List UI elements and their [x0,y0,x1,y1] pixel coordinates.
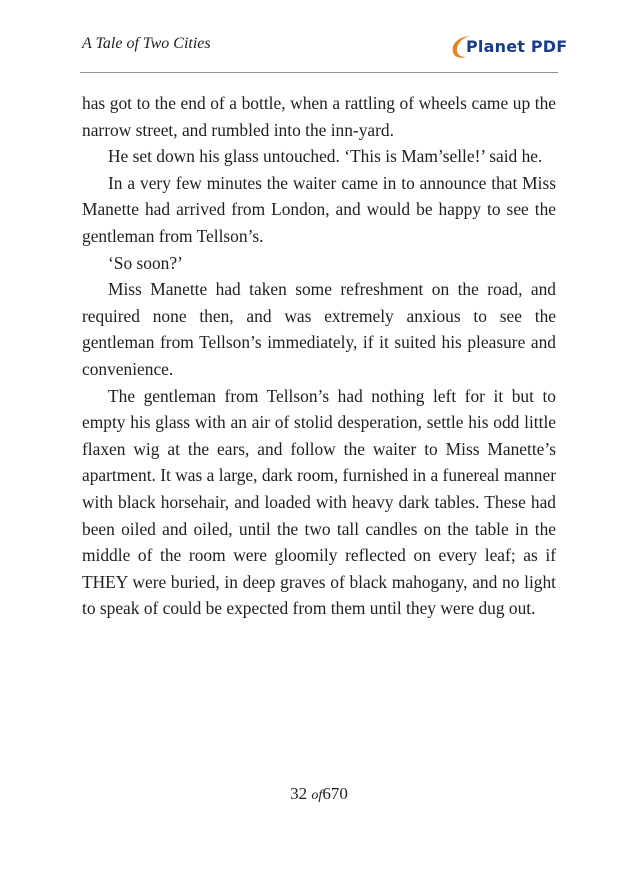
paragraph: has got to the end of a bottle, when a rattling of wheels came up the narrow street, and rumbled into the inn-yard. [82,93,556,140]
page-of-word: of [311,788,323,803]
total-pages: 670 [322,784,348,803]
page-header [82,30,568,66]
logo-wordmark: Planet PDF [466,37,568,56]
paragraph: He set down his glass untouched. ‘This is Mam’selle!’ said he. [108,146,543,167]
paragraph: Miss Manette had taken some refreshment on the road, and required none then, and was extremely anxious to see the gentleman from Tellson’s immediately, if it suited his pleasure and convenience. [82,279,556,379]
paragraph: The gentleman from Tellson’s had nothing left for it but to empty his glass with an air of stolid desperation, settle his odd little flaxen wig at the ears, and follow the waiter to Miss Manette’s apartment. It was a large, dark room, furnished in a funereal manner with black horsehair, and loaded with heavy dark tables. These had been oiled and oiled, until the two tall candles on the table in the middle of the room were gloomily reflected on every leaf; as if THEY were buried, in deep graves of black mahogany, and no light to speak of could be expected from them until they were dug out. [82,385,556,619]
paragraph: ‘So soon?’ [108,252,183,273]
page-number [0,784,638,804]
planet-pdf-logo [448,30,568,66]
book-title: A Tale of Two Cities [82,35,211,52]
current-page-number: 32 [290,784,308,803]
paragraph: In a very few minutes the waiter came in to announce that Miss Manette had arrived from London, and would be happy to see the gentleman from Tellson’s. [82,172,556,246]
header-divider [80,72,558,73]
body-text [82,90,556,622]
